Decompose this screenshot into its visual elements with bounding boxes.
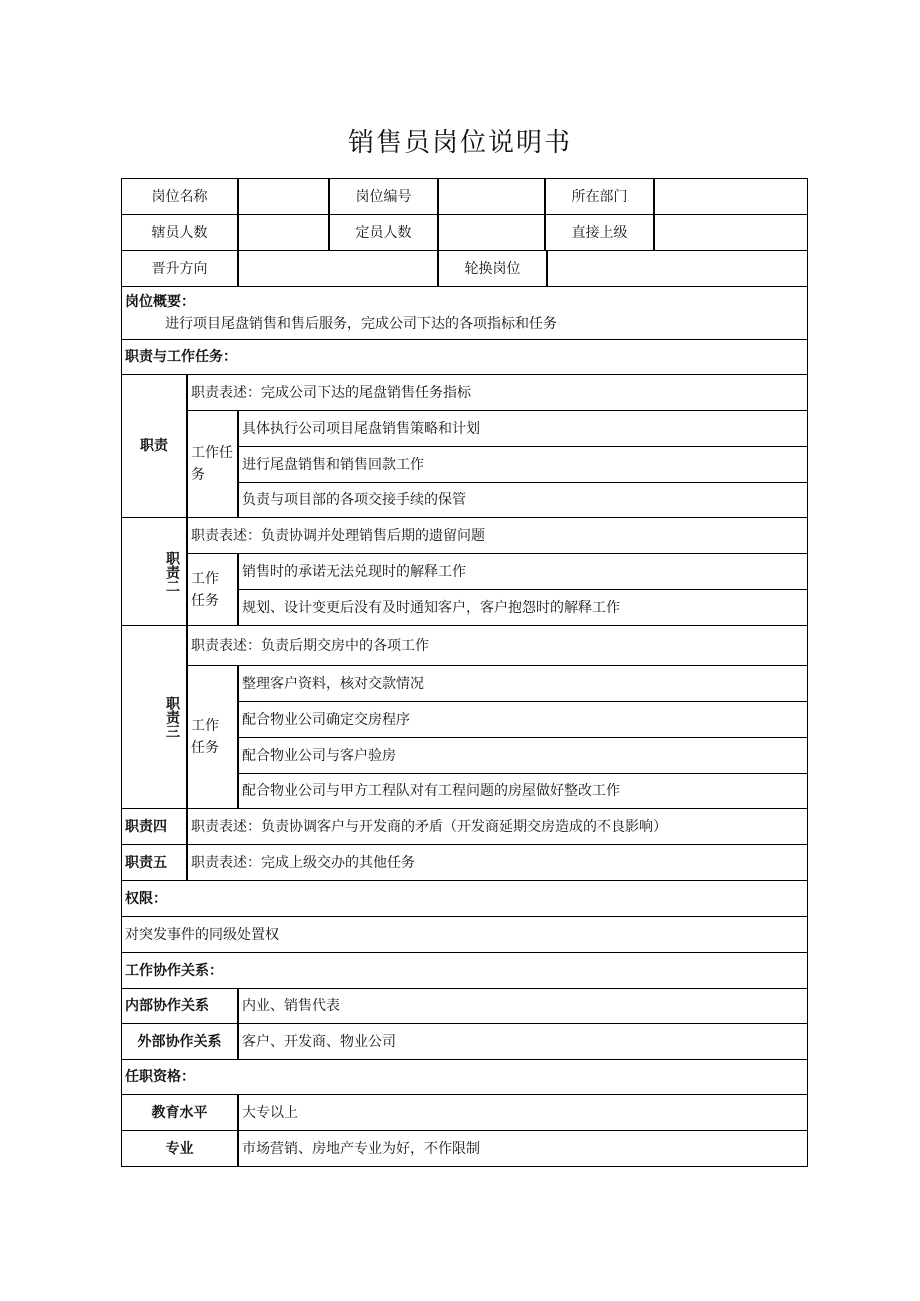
duty2-task: 规划、设计变更后没有及时通知客户，客户抱怨时的解释工作 bbox=[238, 589, 808, 626]
education-label: 教育水平 bbox=[121, 1094, 238, 1131]
overview-label: 岗位概要： bbox=[125, 294, 195, 310]
rotation-value[interactable] bbox=[547, 250, 808, 287]
position-name-value[interactable] bbox=[238, 178, 329, 215]
position-name-label: 岗位名称 bbox=[121, 178, 238, 215]
duty2-task: 销售时的承诺无法兑现时的解释工作 bbox=[238, 553, 808, 590]
external-relations-text: 客户、开发商、物业公司 bbox=[238, 1023, 808, 1060]
duty3-label: 职责三 bbox=[121, 625, 187, 809]
overview-section bbox=[121, 286, 808, 340]
duty2-task-label: 工作任务 bbox=[187, 553, 238, 626]
duty1-task-label: 工作任务 bbox=[187, 410, 238, 518]
duty3-statement: 职责表述：负责后期交房中的各项工作 bbox=[187, 625, 808, 666]
department-value[interactable] bbox=[654, 178, 808, 215]
duty1-task: 进行尾盘销售和销售回款工作 bbox=[238, 446, 808, 483]
duty5-label: 职责五 bbox=[121, 844, 187, 881]
external-relations-label: 外部协作关系 bbox=[121, 1023, 238, 1060]
internal-relations-label: 内部协作关系 bbox=[121, 988, 238, 1024]
position-no-label: 岗位编号 bbox=[329, 178, 438, 215]
major-label: 专业 bbox=[121, 1130, 238, 1167]
headcount-label: 辖员人数 bbox=[121, 214, 238, 251]
superior-value[interactable] bbox=[654, 214, 808, 251]
duty3-task: 配合物业公司与客户验房 bbox=[238, 737, 808, 774]
quota-value[interactable] bbox=[438, 214, 545, 251]
page-title: 销售员岗位说明书 bbox=[347, 128, 572, 158]
duty4-label: 职责四 bbox=[121, 808, 187, 845]
qualification-label: 任职资格： bbox=[121, 1059, 808, 1095]
overview-text: 进行项目尾盘销售和售后服务，完成公司下达的各项指标和任务 bbox=[165, 316, 557, 332]
major-text: 市场营销、房地产专业为好，不作限制 bbox=[238, 1130, 808, 1167]
duty1-label: 职责 bbox=[121, 374, 187, 518]
authority-text: 对突发事件的同级处置权 bbox=[121, 916, 808, 953]
promotion-label: 晋升方向 bbox=[121, 250, 238, 287]
duty1-task: 具体执行公司项目尾盘销售策略和计划 bbox=[238, 410, 808, 447]
duties-label: 职责与工作任务： bbox=[121, 339, 808, 375]
duty3-task-label: 工作任务 bbox=[187, 665, 238, 809]
quota-label: 定员人数 bbox=[329, 214, 438, 251]
authority-label: 权限： bbox=[121, 880, 808, 917]
department-label: 所在部门 bbox=[545, 178, 654, 215]
duty1-statement: 职责表述：完成公司下达的尾盘销售任务指标 bbox=[187, 374, 808, 411]
duty3-task: 整理客户资料，核对交款情况 bbox=[238, 665, 808, 702]
education-text: 大专以上 bbox=[238, 1094, 808, 1131]
duty2-statement: 职责表述：负责协调并处理销售后期的遗留问题 bbox=[187, 517, 808, 554]
duty2-label: 职责二 bbox=[121, 517, 187, 626]
duty5-statement: 职责表述：完成上级交办的其他任务 bbox=[187, 844, 808, 881]
duty1-task: 负责与项目部的各项交接手续的保管 bbox=[238, 482, 808, 518]
internal-relations-text: 内业、销售代表 bbox=[238, 988, 808, 1024]
promotion-value[interactable] bbox=[238, 250, 438, 287]
superior-label: 直接上级 bbox=[545, 214, 654, 251]
duty3-task: 配合物业公司与甲方工程队对有工程问题的房屋做好整改工作 bbox=[238, 773, 808, 809]
position-no-value[interactable] bbox=[438, 178, 545, 215]
duty4-statement: 职责表述：负责协调客户与开发商的矛盾（开发商延期交房造成的不良影响） bbox=[187, 808, 808, 845]
rotation-label: 轮换岗位 bbox=[438, 250, 547, 287]
relations-label: 工作协作关系： bbox=[121, 952, 808, 989]
headcount-value[interactable] bbox=[238, 214, 329, 251]
duty3-task: 配合物业公司确定交房程序 bbox=[238, 701, 808, 738]
